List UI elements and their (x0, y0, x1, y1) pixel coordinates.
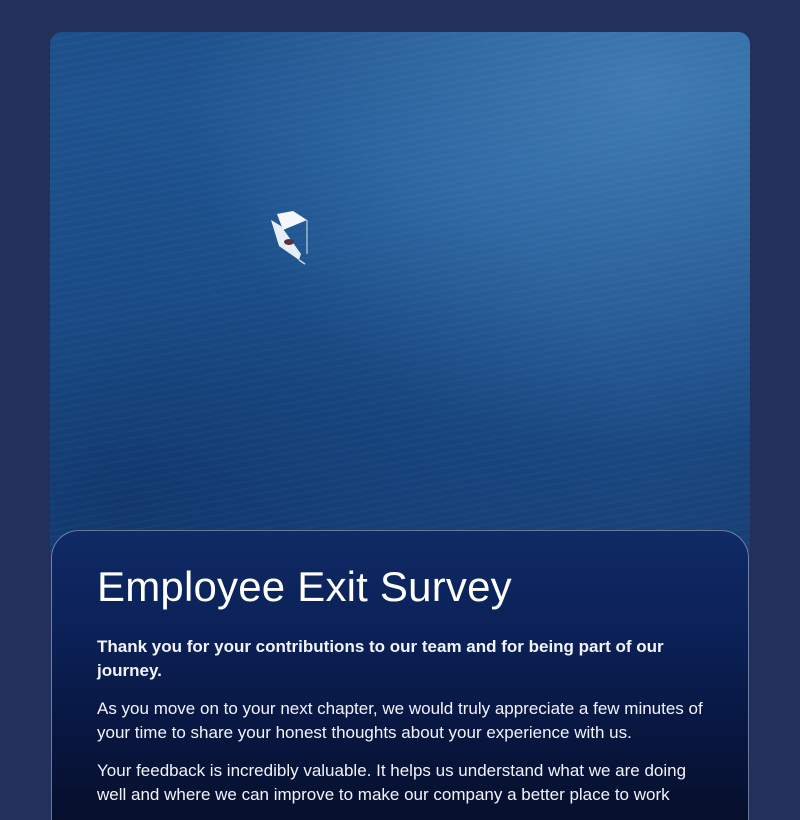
page-title: Employee Exit Survey (97, 563, 512, 610)
sailboat-icon (263, 206, 323, 266)
thank-you-text: Thank you for your contributions to our team and for being part of our journey. (97, 637, 664, 680)
hero-image (50, 32, 750, 552)
intro-paragraph: As you move on to your next chapter, we would truly appreciate a few minutes of your time to share your honest thoughts about your experience with us. (97, 699, 703, 742)
survey-intro-card (51, 530, 749, 820)
feedback-paragraph: Your feedback is incredibly valuable. It helps us understand what we are doing well and where we can improve to make our company a better place to work (97, 761, 687, 804)
water-texture (50, 32, 750, 552)
